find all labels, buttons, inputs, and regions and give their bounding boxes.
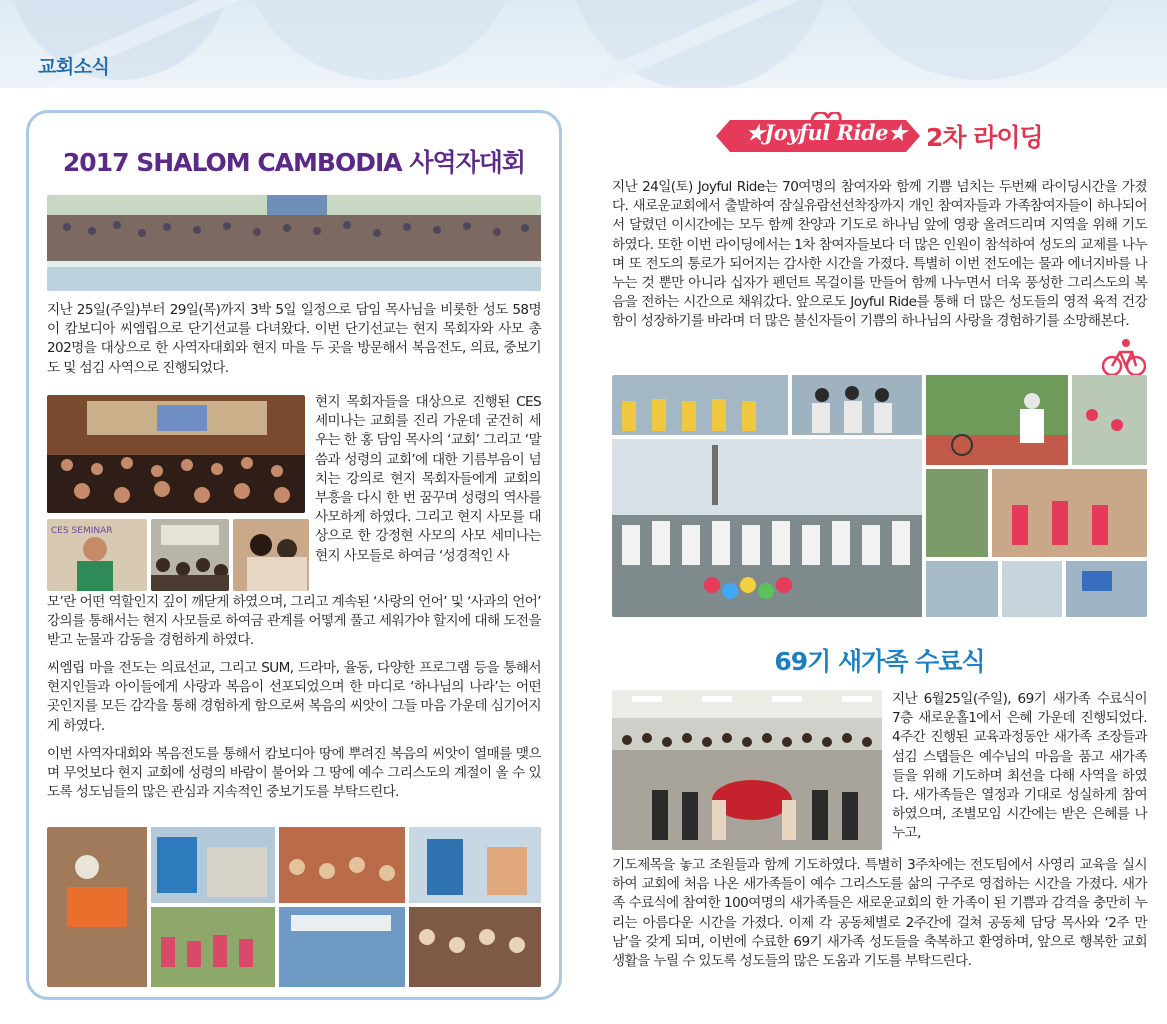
seminar-photo <box>47 395 305 513</box>
village-evangelism-text: 씨엠립 마을 전도는 의료선교, 그리고 SUM, 드라마, 율동, 다양한 프로그램 등을 통해서 현지인들과 아이들에게 사랑과 복음이 선포되었으며 한 마디로 ‘하나님의 나라’는 어떤 곳인지를 모든 감각을 통해 경험하게 함으로써 복음의 씨앗이 그들 마음 가운데 심기어지게 하였다. <box>47 660 541 734</box>
new-family-side-text: 지난 6월25일(주일), 69기 새가족 수료식이 7층 새로운홀1에서 은혜 가운데 진행되었다. 4주간 진행된 교육과정동안 새가족 조장들과 섬김 스탭들은 예수님의 마음을 품고 새가족들을 위해 기도하며 최선을 다해 사역을 하였다. 새가족들은 열정과 기대로 성실하게 참여하였으며, 조별모임 시간에는 받은 은혜를 나누고, <box>892 691 1147 842</box>
new-family-full-text: 기도제목을 놓고 조원들과 함께 기도하였다. 특별히 3주차에는 전도팀에서 사영리 교육을 실시하여 교회에 처음 나온 새가족들이 예수 그리스도를 삶의 구주로 영접하는 시간을 가졌다. 새가족 수료식에 참여한 100여명의 새가족들은 새로운교회의 한 가족이 된 기쁨과 감격을 충만히 누리는 아름다운 시간을 가졌다. 이제 각 공동체별로 2주간에 걸쳐 공동체 담당 목사와 ‘2주 만남’을 갖게 되며, 이번에 수료한 69기 새가족 성도들을 축복하고 환영하며, 앞으로 행복한 교회생활을 누릴 수 있도록 성도들의 많은 도움과 기도를 부탁드린다. <box>612 857 1147 970</box>
mission-collage <box>47 827 541 987</box>
speaker-photo-image <box>47 519 147 591</box>
riding-collage <box>612 375 1147 617</box>
section-label: 교회소식 <box>38 56 110 78</box>
seminar-side-text: 현지 목회자들을 대상으로 진행된 CES 세미나는 교회를 진리 가운데 굳건히 세우는 한 홍 담임 목사의 ‘교회’ 그리고 ‘말씀과 성령의 교회’에 대한 기름부음이 넘치는 강의로 현지 목회자들에게 교회의 부흥을 다시 한 번 꿈꾸며 성령의 역사를 사모하게 하였다. 그리고 현지 사모를 대상으로 한 강정현 사모의 사모 세미나는 현지 사모들로 하여금 ‘성경적인 사 <box>315 394 541 564</box>
joyful-ride-label: ★Joyful Ride★ <box>746 120 907 145</box>
speaker-photo <box>47 519 147 591</box>
header-decoration <box>0 0 1167 88</box>
header-band <box>0 0 1167 88</box>
riding-title: 2차 라이딩 <box>926 123 1043 152</box>
new-family-photo-image <box>612 690 882 850</box>
banner-text: CES SEMINAR <box>51 526 113 536</box>
seminar-full-text: 모’란 어떤 역할인지 깊이 깨닫게 하였으며, 그리고 계속된 ‘사랑의 언어’ 및 ‘사과의 언어’ 강의를 통해서는 현지 사모들로 하여금 관계를 어떻게 풀고 세워가야 할지에 대해 도전을 받고 눈물과 감동을 경험하게 하였다. <box>47 594 541 649</box>
group-photo <box>47 195 541 291</box>
bicycle-icon <box>1102 338 1146 378</box>
audience-photo <box>151 519 229 591</box>
group-photo-image <box>47 195 541 291</box>
mission-collage-image <box>47 827 541 987</box>
women-photo-image <box>233 519 309 591</box>
new-family-photo <box>612 690 882 850</box>
seminar-photo-image <box>47 395 305 513</box>
prayer-request-text: 이번 사역자대회와 복음전도를 통해서 캄보디아 땅에 뿌려진 복음의 씨앗이 열매를 맺으며 무엇보다 현지 교회에 성령의 바람이 불어와 그 땅에 예수 그리스도의 계절이 올 수 있도록 성도님들의 많은 관심과 지속적인 중보기도를 부탁드린다. <box>47 746 541 801</box>
cambodia-intro-text: 지난 25일(주일)부터 29일(목)까지 3박 5일 일정으로 담임 목사님을 비롯한 성도 58명이 캄보디아 씨엠립으로 단기선교를 다녀왔다. 이번 단기선교는 현지 목회자와 사모 총 202명을 대상으로 한 사역자대회와 현지 마을 두 곳을 방문해서 복음전도, 의료, 중보기도 및 섬김 사역으로 진행되었다. <box>47 302 541 376</box>
riding-text: 지난 24일(토) Joyful Ride는 70여명의 참여자와 함께 기쁨 넘치는 두번째 라이딩시간을 가졌다. 새로운교회에서 출발하여 잠실유람선선착장까지 개인 참여자들과 가족참여자들이 하나되어서 달렸던 이시간에는 모두 함께 찬양과 기도로 하나님 앞에 영광 올려드리며 지역을 위해 기도하였다. 또한 이번 라이딩에서는 1차 참여자들보다 더 많은 인원이 참석하여 성도의 교제를 나누며 또 전도의 통로가 되어지는 감사한 시간을 가졌다. 특별히 이번 전도에는 물과 에너지바를 나누는 것 뿐만 아니라 십자가 펜던트 목걸이를 만들어 함께 나누면서 더욱 풍성한 그리스도의 복음을 전하는 시간으로 채워갔다. 앞으로도 Joyful Ride를 통해 더 많은 성도들의 영적 육적 건강함이 성장하기를 바라며 더 많은 불신자들이 기쁨의 하나님의 사랑을 경험하기를 소망해본다. <box>612 179 1147 330</box>
audience-photo-image <box>151 519 229 591</box>
cambodia-article-panel <box>26 110 562 1000</box>
new-family-title: 69기 새가족 수료식 <box>774 647 985 676</box>
cambodia-article-title: 2017 SHALOM CAMBODIA 사역자대회 <box>62 148 526 177</box>
women-photo <box>233 519 309 591</box>
riding-collage-image <box>612 375 1147 617</box>
